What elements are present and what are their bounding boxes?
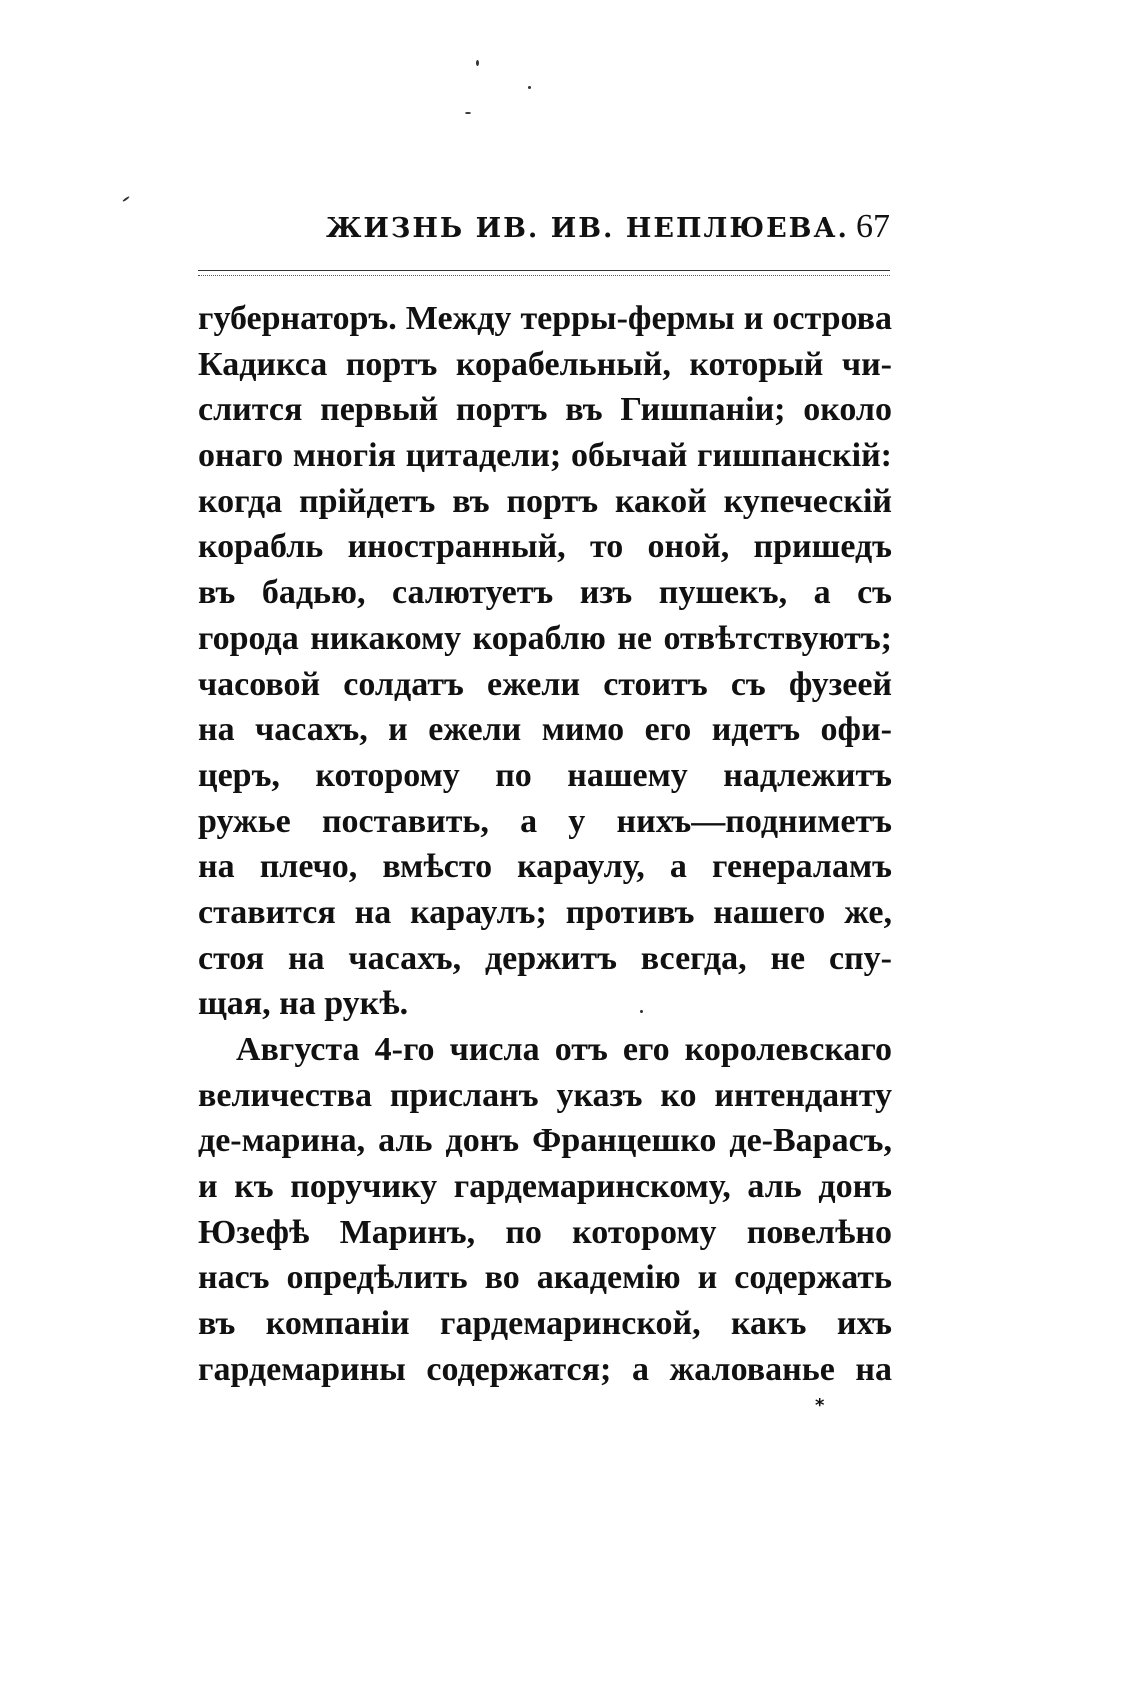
text-line: города никакому кораблю не отвѣтствуютъ;: [198, 619, 892, 657]
text-line: церъ, которому по нашему надлежитъ: [198, 756, 892, 794]
scan-speck: [465, 112, 471, 114]
text-line: въ бадью, салютуетъ изъ пушекъ, а съ: [198, 574, 892, 612]
scan-speck: [476, 60, 479, 66]
text-line: онаго многія цитадели; обычай гишпанскій:: [198, 437, 892, 475]
body-text: [198, 296, 892, 1393]
text-line: щая, на рукѣ.: [198, 985, 409, 1023]
scan-speck: [640, 1010, 643, 1013]
text-line: насъ опредѣлить во академію и содержать: [198, 1259, 892, 1297]
text-line: и къ поручику гардемаринскому, аль донъ: [198, 1168, 892, 1206]
text-line: слится первый портъ въ Гишпаніи; около: [198, 391, 892, 429]
text-line: стоя на часахъ, держитъ всегда, не спу-: [198, 939, 892, 977]
text-line: величества присланъ указъ ко интенданту: [198, 1076, 892, 1114]
text-line: гардемарины содержатся; а жалованье на: [198, 1350, 892, 1388]
header-rule: [198, 270, 890, 276]
text-line: ставится на караулъ; противъ нашего же,: [198, 893, 892, 931]
page-number: 67: [856, 208, 890, 245]
text-line: часовой солдатъ ежели стоитъ съ фузеей: [198, 665, 892, 703]
text-line: Кадикса портъ корабельный, который чи-: [198, 345, 892, 383]
text-line: на плечо, вмѣсто караулу, а генераламъ: [198, 848, 892, 886]
scan-speck: [122, 196, 130, 202]
text-line: Юзефѣ Маринъ, по которому повелѣно: [198, 1213, 892, 1251]
scan-speck: [528, 86, 531, 89]
running-title: ЖИЗНЬ ИВ. ИВ. НЕПЛЮЕВА.: [326, 213, 849, 244]
text-line: Августа 4-го числа отъ его королевскаго: [236, 1031, 892, 1068]
running-head: [198, 208, 890, 260]
text-line: когда прійдетъ въ портъ какой купеческій: [198, 482, 892, 520]
text-line: въ компаніи гардемаринской, какъ ихъ: [198, 1305, 892, 1343]
footer-mark: *: [815, 1395, 825, 1416]
text-line: на часахъ, и ежели мимо его идетъ офи-: [198, 711, 892, 749]
text-line: корабль иностранный, то оной, пришедъ: [198, 528, 892, 566]
text-line: ружье поставить, а у нихъ—подниметъ: [198, 802, 892, 840]
text-line: губернаторъ. Между терры-фермы и острова: [198, 300, 892, 337]
text-line: де-марина, аль донъ Францешко де-Варасъ,: [198, 1122, 892, 1160]
